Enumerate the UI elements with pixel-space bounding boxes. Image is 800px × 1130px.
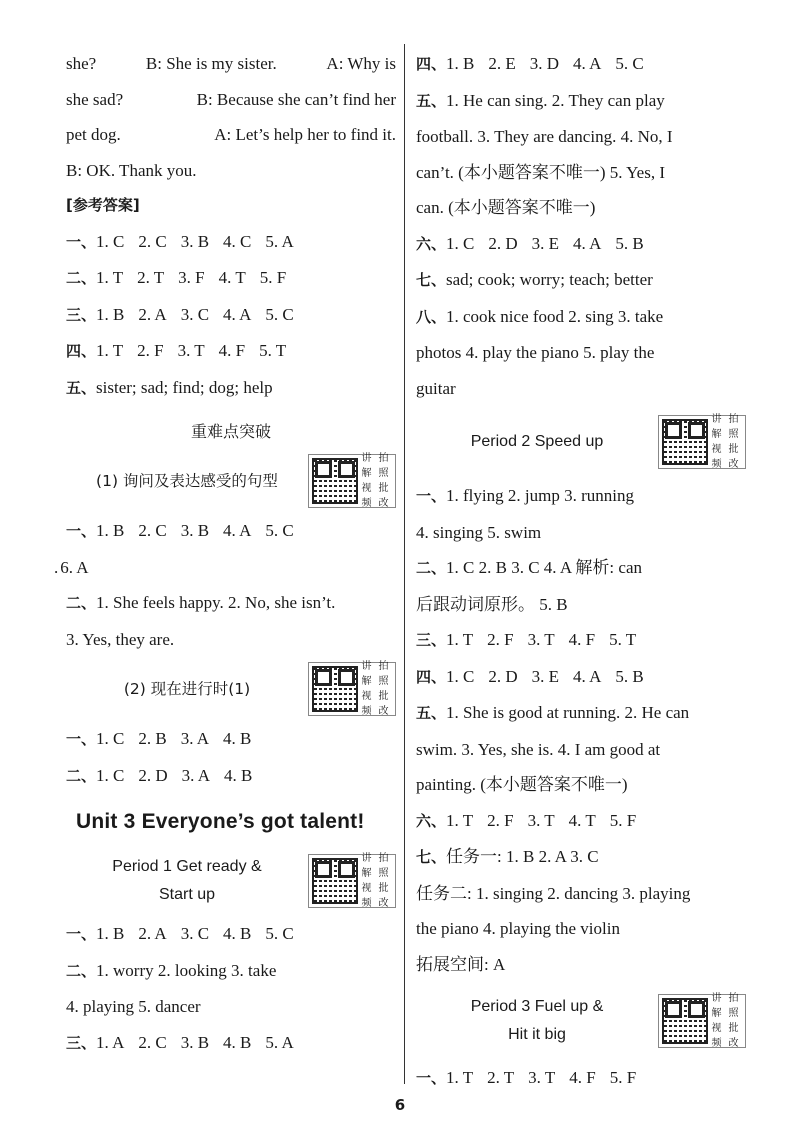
qr-caption: 讲 拍 解 照 视 批 频 改 <box>361 453 389 509</box>
answer-row: 三、1. A 2. C 3. B 4. B 5. A <box>66 1032 294 1052</box>
qr-caption: 讲 拍 解 照 视 批 频 改 <box>711 414 739 470</box>
answer-row: 二、1. C 2. B 3. C 4. A 解析: can <box>416 558 642 577</box>
dialog-line: she sad? B: Because she can’t find her <box>66 89 396 109</box>
answer-row: 二、1. worry 2. looking 3. take <box>66 960 277 980</box>
period-title: Period 1 Get ready & Start up <box>112 858 262 903</box>
answer-row: 四、1. B 2. E 3. D 4. A 5. C <box>416 54 644 73</box>
answer-row: 二、1. T 2. T 3. F 4. T 5. F <box>66 268 287 287</box>
left-column <box>54 46 396 1061</box>
answer-row: can’t. (本小题答案不唯一) 5. Yes, I <box>416 162 666 182</box>
qr-icon <box>312 858 358 904</box>
subsection-header <box>66 449 396 513</box>
answer-row: 六、1. T 2. F 3. T 4. T 5. F <box>416 810 637 830</box>
subsection-header <box>416 982 746 1060</box>
answer-row: 四、1. T 2. F 3. T 4. F 5. T <box>66 341 287 360</box>
answer-row: 四、1. C 2. D 3. E 4. A 5. B <box>416 666 644 686</box>
answer-row: 后跟动词原形。 5. B <box>416 594 568 614</box>
answer-row: football. 3. They are dancing. 4. No, I <box>416 127 673 146</box>
subsection-header <box>66 846 396 916</box>
answer-row: 一、1. flying 2. jump 3. running <box>416 486 634 505</box>
answer-row: 一、1. C 2. C 3. B 4. C 5. A <box>66 231 294 251</box>
qr-code[interactable] <box>308 854 396 908</box>
answer-row: 4. playing 5. dancer <box>66 997 201 1016</box>
qr-caption: 讲 拍 解 照 视 批 频 改 <box>711 993 739 1049</box>
answer-row: the piano 4. playing the violin <box>416 919 620 938</box>
answer-row: 三、1. T 2. F 3. T 4. F 5. T <box>416 630 637 649</box>
qr-caption: 讲 拍 解 照 视 批 频 改 <box>361 661 389 717</box>
answer-row: 五、1. He can sing. 2. They can play <box>416 90 665 110</box>
answer-row: 六、1. C 2. D 3. E 4. A 5. B <box>416 233 644 253</box>
qr-code[interactable] <box>308 662 396 716</box>
qr-code[interactable] <box>308 454 396 508</box>
answer-row: 3. Yes, they are. <box>66 629 175 649</box>
dialog-line: B: OK. Thank you. <box>66 160 197 180</box>
dialog-line: pet dog. A: Let’s help her to find it. <box>66 125 396 144</box>
column-divider <box>404 44 405 1084</box>
section-heading: 重难点突破 <box>190 422 271 441</box>
subsection-title: (1) 询问及表达感受的句型 <box>96 472 278 490</box>
answer-row: 二、1. C 2. D 3. A 4. B <box>66 765 253 785</box>
qr-icon <box>312 458 358 504</box>
answer-row: 4. singing 5. swim <box>416 522 542 542</box>
answer-row: 任务二: 1. singing 2. dancing 3. playing <box>416 883 691 903</box>
period-title: Period 2 Speed up <box>470 433 604 450</box>
answer-row: 五、1. She is good at running. 2. He can <box>416 703 690 722</box>
answer-row: 一、1. C 2. B 3. A 4. B <box>66 729 252 748</box>
answer-row: 七、sad; cook; worry; teach; better <box>416 270 653 289</box>
qr-icon <box>662 998 708 1044</box>
page-number: 6 <box>394 1096 406 1114</box>
answer-row: 二、1. She feels happy. 2. No, she isn’t. <box>66 593 336 612</box>
qr-icon <box>662 419 708 465</box>
right-column <box>416 46 746 1097</box>
answer-row: 拓展空间: A <box>416 954 506 974</box>
answer-row: guitar <box>416 378 456 398</box>
answer-row: 七、任务一: 1. B 2. A 3. C <box>416 847 599 866</box>
unit-title: Unit 3 Everyone’s got talent! <box>76 810 365 833</box>
answer-row: 一、1. B 2. A 3. C 4. B 5. C <box>66 924 294 943</box>
answer-row: 三、1. B 2. A 3. C 4. A 5. C <box>66 304 294 324</box>
dialog-line: she? B: She is my sister. A: Why is <box>66 54 396 73</box>
answer-row: photos 4. play the piano 5. play the <box>416 343 655 362</box>
qr-code[interactable] <box>658 415 746 469</box>
qr-icon <box>312 666 358 712</box>
answer-row: swim. 3. Yes, she is. 4. I am good at <box>416 739 661 759</box>
answer-row: . 6. A <box>54 557 89 577</box>
period-title: Period 3 Fuel up & Hit it big <box>470 998 604 1043</box>
subsection-header <box>66 657 396 721</box>
qr-code[interactable] <box>658 994 746 1048</box>
answer-row: can. (本小题答案不唯一) <box>416 198 596 217</box>
subsection-title: (2) 现在进行时(1) <box>123 680 251 698</box>
answer-row: painting. (本小题答案不唯一) <box>416 775 628 794</box>
qr-caption: 讲 拍 解 照 视 批 频 改 <box>361 853 389 909</box>
answer-row: 五、sister; sad; find; dog; help <box>66 377 273 397</box>
reference-answer-header: [参考答案] <box>66 196 140 214</box>
answer-row: 一、1. B 2. C 3. B 4. A 5. C <box>66 521 294 540</box>
answer-row: 八、1. cook nice food 2. sing 3. take <box>416 306 664 326</box>
answer-row: 一、1. T 2. T 3. T 4. F 5. F <box>416 1068 637 1087</box>
subsection-header <box>416 406 746 478</box>
